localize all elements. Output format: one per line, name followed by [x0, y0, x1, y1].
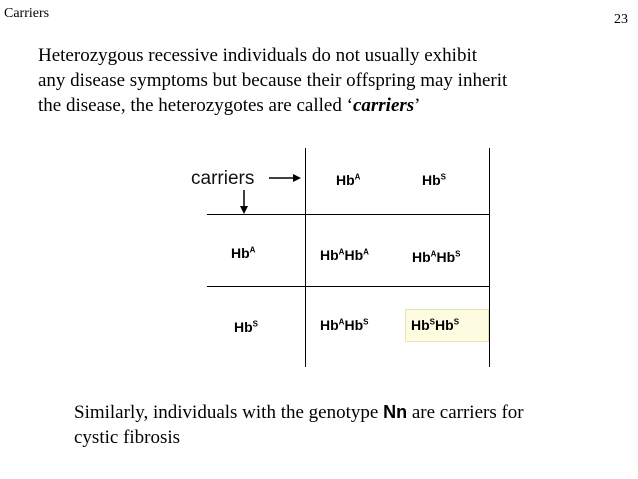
cell-as-bottom: $Hb^AHb^S$ [320, 317, 369, 333]
cell-as-top: $Hb^AHb^S$ [412, 249, 461, 265]
section-title: Carriers [4, 6, 50, 21]
grid-vline-2 [489, 148, 490, 367]
intro-line-2: any disease symptoms but because their offspring may inherit [38, 70, 508, 91]
right-arrow-icon [269, 172, 303, 184]
footer-paragraph [74, 400, 614, 450]
down-arrow-icon [238, 190, 250, 216]
grid-hline-2 [207, 286, 490, 287]
cell-aa: $Hb^AHb^A$ [320, 247, 369, 263]
intro-line-3-prefix: the disease, the heterozygotes are called ‘ [38, 95, 353, 116]
footer-line-1: Similarly, individuals with the genotype Nn are carriers for [74, 402, 524, 423]
carriers-emphasis: carriers [352, 95, 415, 116]
page-number: 23 [614, 12, 628, 27]
row-header-s: $Hb^S$ [234, 319, 259, 335]
footer-line-2: cystic fibrosis [74, 427, 181, 448]
intro-paragraph [38, 43, 618, 118]
col-header-s: $Hb^S$ [422, 172, 447, 188]
intro-line-3 [38, 93, 618, 118]
row-header-a: $Hb^A$ [231, 245, 256, 261]
corner-label: carriers [191, 168, 255, 189]
col-header-a: $Hb^A$ [336, 172, 361, 188]
cell-ss: $Hb^SHb^S$ [411, 317, 460, 333]
intro-line-3-suffix: ’ [414, 95, 421, 116]
grid-vline-1 [305, 148, 306, 367]
genotype-nn: Nn [383, 402, 408, 422]
intro-line-1: Heterozygous recessive individuals do not usually exhibit [38, 45, 478, 66]
